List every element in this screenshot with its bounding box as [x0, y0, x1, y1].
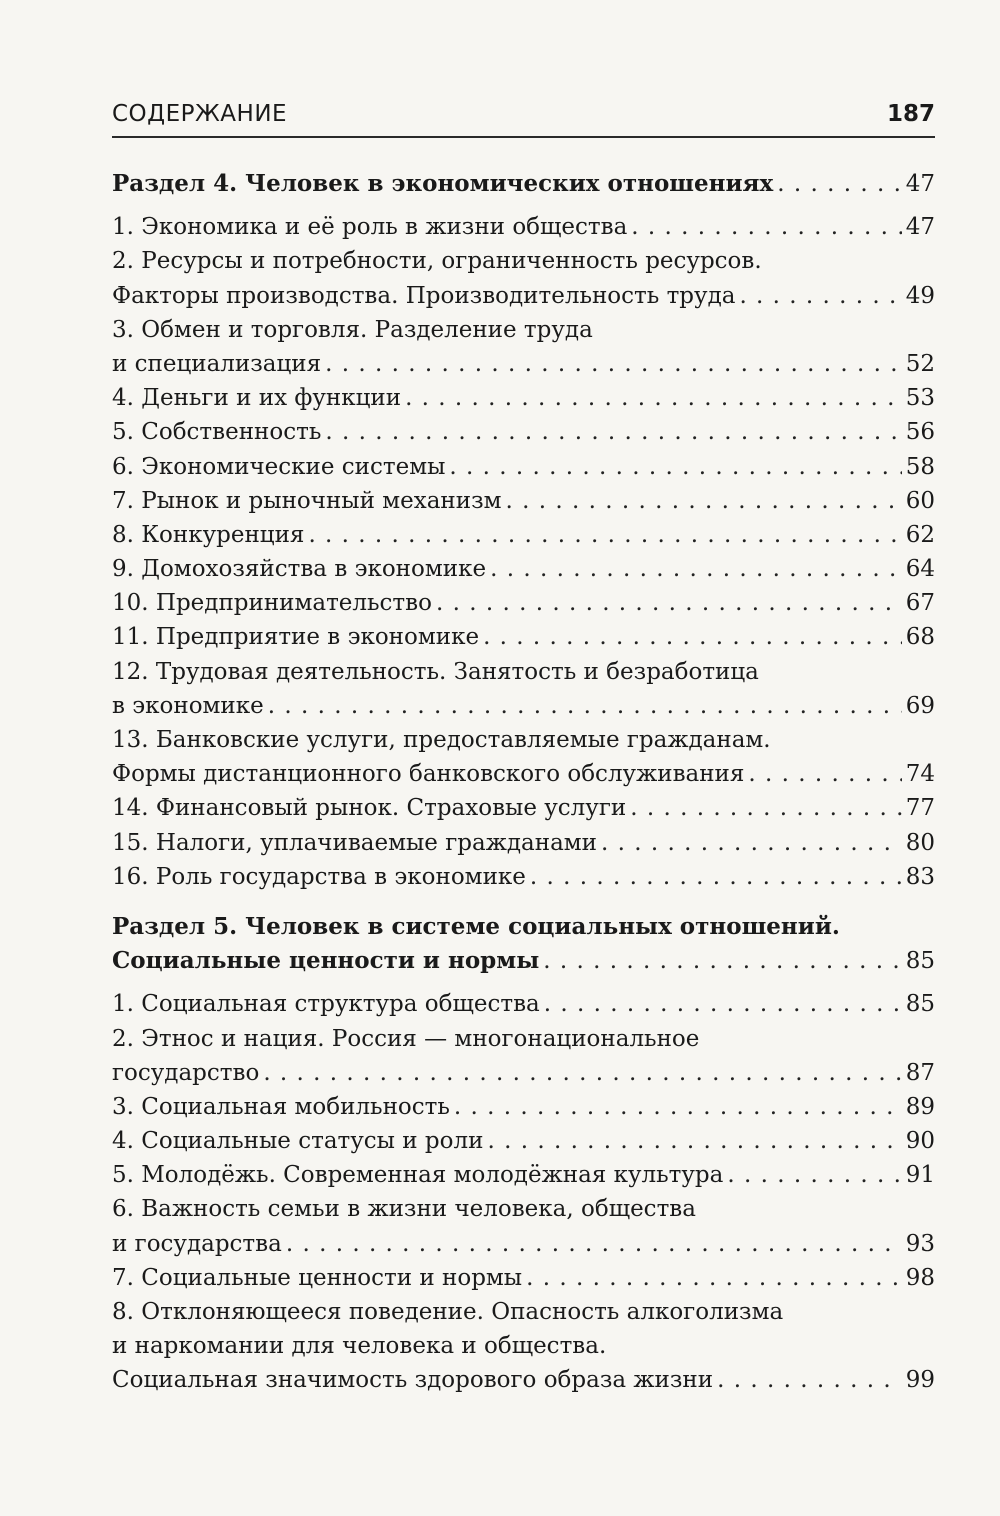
entry-page: 52: [905, 350, 935, 377]
toc-entry-line: [112, 1022, 935, 1056]
toc-entry-line: [112, 552, 935, 586]
entry-title: государство: [112, 1059, 260, 1086]
toc-entry-line: [112, 723, 935, 757]
entry-page: 56: [905, 419, 935, 446]
entry-page: 99: [905, 1367, 935, 1394]
leader-dots: [727, 1158, 901, 1192]
header-title: СОДЕРЖАНИЕ: [112, 101, 288, 127]
leader-dots: [286, 1227, 902, 1261]
entry-title: 14. Финансовый рынок. Страховые услуги: [112, 795, 627, 822]
toc-entry-line: [112, 415, 935, 449]
toc-entry[interactable]: [112, 518, 935, 552]
leader-dots: [405, 381, 902, 415]
entry-page: 58: [905, 453, 935, 480]
toc-entry[interactable]: [112, 620, 935, 654]
leader-dots: [544, 987, 902, 1021]
entry-title: 6. Экономические системы: [112, 453, 446, 480]
section-title-line: [112, 944, 935, 978]
entry-title: 2. Этнос и нация. Россия — многонациональное: [112, 1025, 700, 1052]
entry-page: 60: [905, 487, 935, 514]
entry-page: 47: [905, 214, 935, 241]
toc-entry-line: [112, 279, 935, 313]
entry-title: 1. Социальная структура общества: [112, 991, 540, 1018]
leader-dots: [543, 944, 901, 978]
toc-entry-line: [112, 244, 935, 278]
leader-dots: [717, 1363, 902, 1397]
toc-entry-line: [112, 689, 935, 723]
section-5-entries: [112, 987, 935, 1397]
entry-title: 4. Деньги и их функции: [112, 385, 402, 412]
entry-title: 13. Банковские услуги, предоставляемые гражданам.: [112, 727, 771, 753]
toc-entry-line: [112, 1329, 935, 1363]
leader-dots: [506, 484, 902, 518]
section-page: 47: [905, 171, 935, 197]
toc-entry[interactable]: [112, 655, 935, 723]
toc-entry[interactable]: [112, 1192, 935, 1260]
leader-dots: [263, 1056, 901, 1090]
toc-entry[interactable]: [112, 244, 935, 312]
entry-page: 91: [905, 1162, 935, 1189]
leader-dots: [487, 1124, 901, 1158]
entry-page: 87: [905, 1059, 935, 1086]
entry-title: 12. Трудовая деятельность. Занятость и безработица: [112, 658, 759, 685]
leader-dots: [436, 586, 902, 620]
entry-title: 7. Рынок и рыночный механизм: [112, 487, 502, 514]
entry-title: 4. Социальные статусы и роли: [112, 1128, 484, 1155]
entry-title: и наркомании для человека и общества.: [112, 1333, 607, 1360]
toc-entry-line: [112, 860, 935, 894]
leader-dots: [530, 860, 902, 894]
toc-entry[interactable]: [112, 1158, 935, 1192]
entry-page: 64: [905, 556, 935, 583]
toc-entry-line: [112, 757, 935, 791]
entry-title: 5. Молодёжь. Современная молодёжная культура: [112, 1162, 724, 1189]
toc-entry[interactable]: [112, 791, 935, 825]
entry-page: 77: [905, 795, 935, 822]
toc-entry-line: [112, 826, 935, 860]
toc-entry[interactable]: [112, 1022, 935, 1090]
toc-entry-line: [112, 1090, 935, 1124]
section-title: Раздел 5. Человек в системе социальных отношений.: [112, 912, 840, 940]
entry-title: 2. Ресурсы и потребности, ограниченность ресурсов.: [112, 248, 762, 275]
toc-entry[interactable]: [112, 450, 935, 484]
entry-title: Формы дистанционного банковского обслуживания: [112, 761, 745, 788]
leader-dots: [739, 279, 901, 313]
toc-entry[interactable]: [112, 860, 935, 894]
toc-entry[interactable]: [112, 586, 935, 620]
entry-page: 68: [905, 624, 935, 651]
entry-title: и государства: [112, 1230, 282, 1257]
header-page-number: 187: [886, 101, 935, 127]
toc-section-4[interactable]: [112, 167, 935, 201]
entry-page: 69: [905, 692, 935, 719]
entry-title: 1. Экономика и её роль в жизни общества: [112, 214, 628, 241]
toc-entry-line: [112, 1261, 935, 1295]
toc-entry[interactable]: [112, 826, 935, 860]
toc-entry-line: [112, 450, 935, 484]
toc-entry[interactable]: [112, 1124, 935, 1158]
toc-entry[interactable]: [112, 723, 935, 791]
toc-entry[interactable]: [112, 415, 935, 449]
toc-entry-line: [112, 1227, 935, 1261]
entry-title: 7. Социальные ценности и нормы: [112, 1264, 523, 1291]
entry-title: 3. Обмен и торговля. Разделение труда: [112, 316, 593, 343]
toc-entry[interactable]: [112, 210, 935, 244]
toc-entry-line: [112, 1295, 935, 1329]
entry-title: и специализация: [112, 350, 322, 377]
leader-dots: [631, 210, 901, 244]
leader-dots: [777, 167, 901, 201]
leader-dots: [268, 689, 902, 723]
section-title: Раздел 4. Человек в экономических отношениях: [112, 170, 774, 197]
leader-dots: [325, 347, 902, 381]
leader-dots: [308, 518, 901, 552]
entry-title: 3. Социальная мобильность: [112, 1093, 450, 1120]
section-page: 85: [905, 948, 935, 975]
entry-page: 62: [905, 521, 935, 548]
toc-entry-line: [112, 655, 935, 689]
table-of-contents: [112, 167, 935, 1398]
entry-title: 15. Налоги, уплачиваемые гражданами: [112, 829, 598, 856]
toc-entry-line: [112, 1363, 935, 1397]
toc-entry-line: [112, 381, 935, 415]
entry-page: 89: [905, 1093, 935, 1120]
entry-page: 83: [905, 863, 935, 890]
entry-page: 49: [905, 282, 935, 309]
entry-title: 11. Предприятие в экономике: [112, 624, 480, 651]
leader-dots: [454, 1090, 902, 1124]
entry-title: 16. Роль государства в экономике: [112, 863, 526, 890]
leader-dots: [490, 552, 902, 586]
entry-title: в экономике: [112, 692, 264, 719]
toc-entry[interactable]: [112, 313, 935, 381]
toc-entry-line: [112, 987, 935, 1021]
section-title: Социальные ценности и нормы: [112, 947, 540, 975]
leader-dots: [601, 826, 902, 860]
toc-entry[interactable]: [112, 552, 935, 586]
entry-page: 80: [905, 829, 935, 856]
entry-page: 93: [905, 1230, 935, 1257]
toc-entry-line: [112, 620, 935, 654]
toc-entry[interactable]: [112, 381, 935, 415]
leader-dots: [449, 450, 901, 484]
leader-dots: [630, 791, 902, 825]
toc-entry-line: [112, 1056, 935, 1090]
toc-entry-line: [112, 791, 935, 825]
entry-title: Факторы производства. Производительность труда: [112, 282, 736, 309]
toc-entry[interactable]: [112, 484, 935, 518]
toc-entry[interactable]: [112, 987, 935, 1021]
running-header: [112, 96, 935, 138]
toc-entry-line: [112, 518, 935, 552]
toc-entry-line: [112, 1158, 935, 1192]
entry-page: 85: [905, 991, 935, 1018]
entry-page: 67: [905, 590, 935, 617]
entry-title: 8. Отклоняющееся поведение. Опасность алкоголизма: [112, 1299, 784, 1325]
entry-title: Социальная значимость здорового образа жизни: [112, 1367, 714, 1394]
entry-page: 53: [905, 385, 935, 412]
toc-entry-line: [112, 586, 935, 620]
toc-section-5[interactable]: [112, 910, 935, 978]
toc-entry[interactable]: [112, 1261, 935, 1295]
toc-entry-line: [112, 1192, 935, 1226]
leader-dots: [748, 757, 901, 791]
entry-page: 90: [905, 1128, 935, 1155]
toc-entry-line: [112, 210, 935, 244]
toc-entry[interactable]: [112, 1090, 935, 1124]
toc-entry-line: [112, 313, 935, 347]
entry-page: 98: [905, 1264, 935, 1291]
leader-dots: [526, 1261, 902, 1295]
entry-title: 10. Предпринимательство: [112, 590, 432, 617]
leader-dots: [325, 415, 901, 449]
entry-page: 74: [905, 761, 935, 788]
section-4-entries: [112, 210, 935, 894]
toc-entry[interactable]: [112, 1295, 935, 1398]
toc-entry-line: [112, 1124, 935, 1158]
entry-title: 5. Собственность: [112, 419, 322, 446]
entry-title: 9. Домохозяйства в экономике: [112, 556, 487, 583]
toc-entry-line: [112, 484, 935, 518]
leader-dots: [483, 620, 902, 654]
section-title-line: [112, 910, 935, 944]
entry-title: 6. Важность семьи в жизни человека, общества: [112, 1196, 696, 1223]
entry-title: 8. Конкуренция: [112, 521, 305, 548]
toc-entry-line: [112, 347, 935, 381]
